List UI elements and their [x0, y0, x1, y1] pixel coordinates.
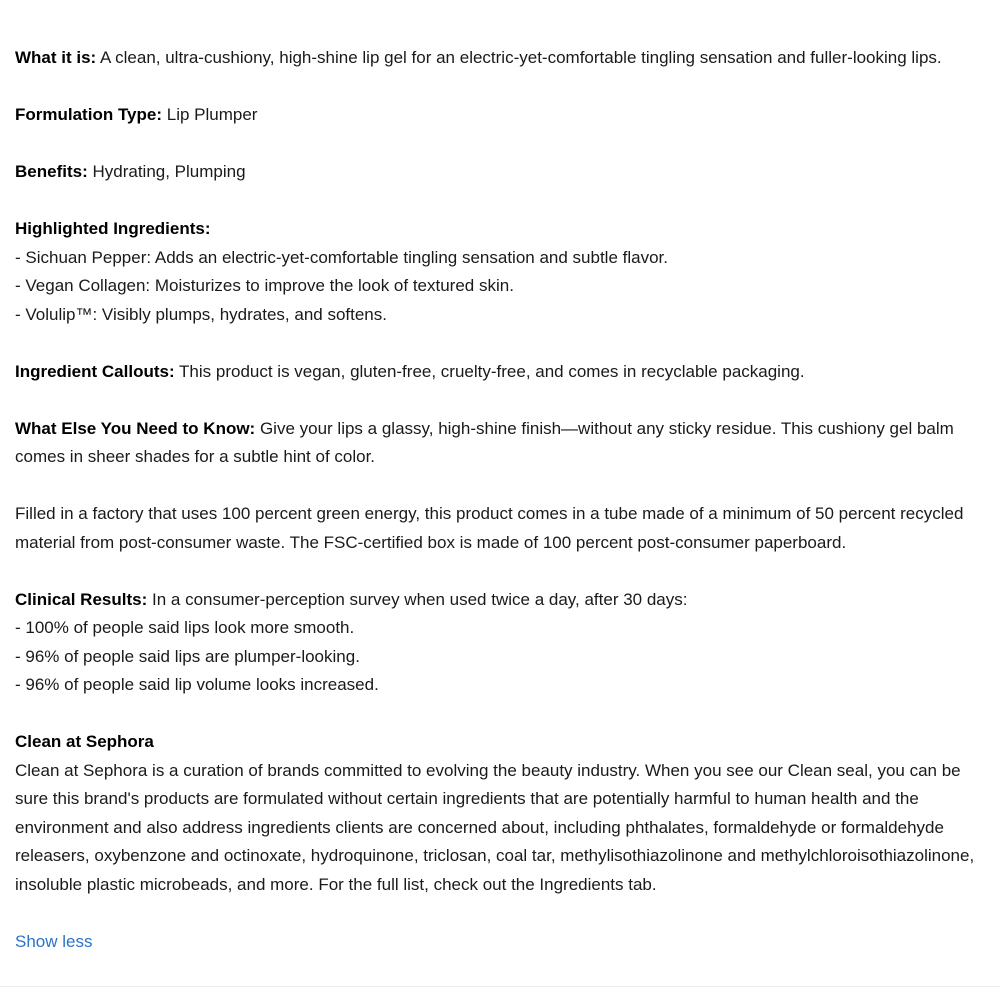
benefits-paragraph [15, 158, 995, 187]
ingredient-item: - Volulip™: Visibly plumps, hydrates, and softens. [15, 304, 387, 324]
what-else-label: What Else You Need to Know: [15, 418, 256, 438]
what-it-is-text: A clean, ultra-cushiony, high-shine lip gel for an electric-yet-comfortable tingling sensation and fuller-looking lips. [100, 48, 942, 67]
highlighted-ingredients-paragraph [15, 215, 995, 329]
what-else-paragraph [15, 415, 995, 472]
ingredient-callouts-text: This product is vegan, gluten-free, cruelty-free, and comes in recyclable packaging. [179, 361, 805, 381]
ingredient-item: - Vegan Collagen: Moisturizes to improve the look of textured skin. [15, 276, 514, 295]
ingredient-callouts-label: Ingredient Callouts: [15, 361, 175, 381]
what-it-is-paragraph [15, 44, 995, 73]
sustainability-text: Filled in a factory that uses 100 percent green energy, this product comes in a tube made of a minimum of 50 percent recycled material from post-consumer waste. The FSC-certified box is made of 100 percent post-consumer paperboard. [15, 504, 964, 552]
what-it-is-label: What it is: [15, 48, 97, 67]
clinical-result-item: - 100% of people said lips look more smooth. [15, 618, 355, 637]
formulation-type-label: Formulation Type: [15, 105, 163, 124]
formulation-type-text: Lip Plumper [166, 105, 258, 124]
clinical-results-paragraph [15, 586, 995, 700]
product-description [15, 44, 995, 956]
clinical-result-item: - 96% of people said lips are plumper-looking. [15, 646, 360, 666]
benefits-label: Benefits: [15, 162, 88, 181]
formulation-type-paragraph [15, 101, 995, 130]
clinical-results-text: In a consumer-perception survey when used twice a day, after 30 days: [152, 589, 688, 609]
ingredient-item: - Sichuan Pepper: Adds an electric-yet-comfortable tingling sensation and subtle flavor. [15, 247, 668, 267]
clean-at-sephora-heading: Clean at Sephora [15, 732, 154, 751]
clinical-result-item: - 96% of people said lip volume looks increased. [15, 675, 379, 694]
highlighted-ingredients-label: Highlighted Ingredients: [15, 219, 211, 238]
sustainability-paragraph [15, 500, 995, 557]
show-less-link[interactable]: Show less [15, 931, 93, 951]
clean-at-sephora-paragraph [15, 728, 995, 899]
clean-at-sephora-text: Clean at Sephora is a curation of brands committed to evolving the beauty industry. When you see our Clean seal, you can be sure this brand's products are formulated without certain ingredients that are potentially harmful to human health and the environment and also address ingredients clients are concerned about, including phthalates, formaldehyde or formaldehyde releasers, oxybenzone and octinoxate, hydroquinone, triclosan, coal tar, methylisothiazolinone and methylchloroisothiazolinone, insoluble plastic microbeads, and more. For the full list, check out the Ingredients tab. [15, 760, 975, 894]
what-else-text: Give your lips a glassy, high-shine finish—without any sticky residue. This cushiony gel balm comes in sheer shades for a subtle hint of color. [15, 418, 954, 466]
benefits-text: Hydrating, Plumping [92, 162, 246, 181]
ingredient-callouts-paragraph [15, 358, 995, 387]
clinical-results-label: Clinical Results: [15, 589, 148, 609]
bottom-divider [0, 986, 1000, 987]
